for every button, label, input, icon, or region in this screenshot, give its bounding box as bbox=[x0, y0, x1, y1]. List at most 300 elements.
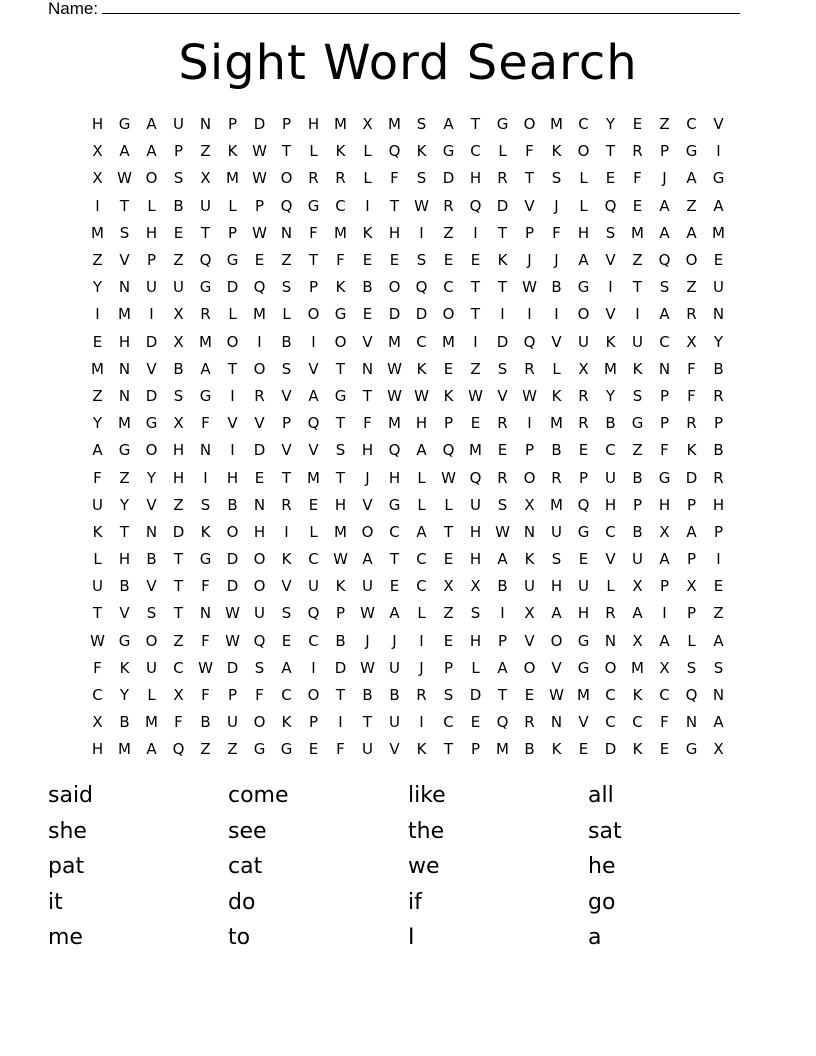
grid-cell[interactable]: K bbox=[281, 550, 292, 569]
grid-cell[interactable]: X bbox=[659, 658, 670, 677]
grid-cell[interactable]: L bbox=[228, 305, 237, 324]
grid-cell[interactable]: A bbox=[308, 386, 319, 405]
grid-cell[interactable]: F bbox=[687, 359, 696, 378]
grid-cell[interactable]: E bbox=[92, 332, 103, 351]
grid-cell[interactable]: F bbox=[93, 468, 102, 487]
grid-cell[interactable]: Z bbox=[119, 468, 130, 487]
grid-cell[interactable]: V bbox=[578, 713, 589, 732]
grid-cell[interactable]: S bbox=[416, 251, 427, 270]
grid-cell[interactable]: O bbox=[577, 305, 590, 324]
grid-cell[interactable]: V bbox=[146, 359, 157, 378]
grid-cell[interactable]: Z bbox=[173, 631, 184, 650]
grid-cell[interactable]: I bbox=[500, 305, 505, 324]
grid-cell[interactable]: O bbox=[523, 468, 536, 487]
grid-cell[interactable]: U bbox=[632, 332, 643, 351]
grid-cell[interactable]: V bbox=[119, 251, 130, 270]
grid-cell[interactable]: V bbox=[551, 332, 562, 351]
grid-cell[interactable]: R bbox=[578, 414, 589, 433]
grid-cell[interactable]: M bbox=[712, 223, 725, 242]
grid-cell[interactable]: O bbox=[523, 115, 536, 134]
grid-cell[interactable]: D bbox=[226, 658, 239, 677]
grid-cell[interactable]: R bbox=[524, 713, 535, 732]
grid-cell[interactable]: O bbox=[145, 169, 158, 188]
grid-cell[interactable]: U bbox=[227, 713, 238, 732]
grid-cell[interactable]: A bbox=[92, 441, 103, 460]
grid-cell[interactable]: I bbox=[338, 713, 343, 732]
grid-cell[interactable]: G bbox=[577, 522, 590, 541]
grid-cell[interactable]: C bbox=[605, 522, 616, 541]
grid-cell[interactable]: I bbox=[716, 142, 721, 161]
grid-cell[interactable]: U bbox=[578, 332, 589, 351]
grid-cell[interactable]: R bbox=[578, 386, 589, 405]
grid-cell[interactable]: B bbox=[119, 577, 130, 596]
grid-cell[interactable]: M bbox=[550, 414, 563, 433]
grid-cell[interactable]: B bbox=[281, 332, 292, 351]
grid-cell[interactable]: S bbox=[416, 115, 427, 134]
grid-cell[interactable]: Q bbox=[388, 142, 401, 161]
grid-cell[interactable]: Z bbox=[443, 223, 454, 242]
grid-cell[interactable]: C bbox=[470, 142, 481, 161]
grid-cell[interactable]: O bbox=[253, 550, 266, 569]
grid-cell[interactable]: O bbox=[226, 332, 239, 351]
grid-cell[interactable]: N bbox=[712, 305, 725, 324]
grid-cell[interactable]: U bbox=[470, 495, 481, 514]
grid-cell[interactable]: H bbox=[334, 495, 347, 514]
grid-cell[interactable]: B bbox=[632, 522, 643, 541]
grid-cell[interactable]: S bbox=[335, 441, 346, 460]
grid-cell[interactable]: B bbox=[146, 550, 157, 569]
grid-cell[interactable]: E bbox=[254, 468, 265, 487]
grid-cell[interactable]: Z bbox=[686, 196, 697, 215]
grid-cell[interactable]: H bbox=[577, 223, 590, 242]
grid-cell[interactable]: K bbox=[227, 142, 238, 161]
grid-cell[interactable]: Z bbox=[200, 142, 211, 161]
grid-cell[interactable]: H bbox=[415, 414, 428, 433]
grid-cell[interactable]: J bbox=[662, 169, 667, 188]
grid-cell[interactable]: V bbox=[524, 631, 535, 650]
grid-cell[interactable]: N bbox=[550, 713, 563, 732]
grid-cell[interactable]: W bbox=[468, 386, 483, 405]
grid-cell[interactable]: W bbox=[522, 386, 537, 405]
grid-cell[interactable]: A bbox=[281, 658, 292, 677]
grid-cell[interactable]: J bbox=[554, 251, 559, 270]
grid-cell[interactable]: H bbox=[91, 115, 104, 134]
grid-cell[interactable]: A bbox=[146, 740, 157, 759]
grid-cell[interactable]: U bbox=[173, 115, 184, 134]
grid-cell[interactable]: T bbox=[281, 468, 292, 487]
grid-cell[interactable]: D bbox=[226, 278, 239, 297]
grid-cell[interactable]: E bbox=[362, 305, 373, 324]
grid-cell[interactable]: S bbox=[281, 278, 292, 297]
grid-cell[interactable]: V bbox=[308, 359, 319, 378]
grid-cell[interactable]: L bbox=[471, 658, 480, 677]
grid-cell[interactable]: M bbox=[496, 740, 509, 759]
grid-cell[interactable]: J bbox=[365, 468, 370, 487]
grid-cell[interactable]: I bbox=[95, 305, 100, 324]
grid-cell[interactable]: K bbox=[632, 740, 643, 759]
grid-cell[interactable]: F bbox=[201, 686, 210, 705]
grid-cell[interactable]: U bbox=[605, 468, 616, 487]
grid-cell[interactable]: Q bbox=[523, 332, 536, 351]
grid-cell[interactable]: H bbox=[469, 169, 482, 188]
grid-cell[interactable]: U bbox=[173, 278, 184, 297]
grid-cell[interactable]: E bbox=[308, 740, 319, 759]
grid-cell[interactable]: J bbox=[527, 251, 532, 270]
grid-cell[interactable]: N bbox=[253, 495, 266, 514]
grid-cell[interactable]: T bbox=[470, 115, 481, 134]
grid-cell[interactable]: T bbox=[389, 196, 400, 215]
grid-cell[interactable]: U bbox=[632, 550, 643, 569]
grid-cell[interactable]: P bbox=[632, 495, 643, 514]
grid-cell[interactable]: E bbox=[389, 577, 400, 596]
grid-cell[interactable]: A bbox=[659, 550, 670, 569]
grid-cell[interactable]: Z bbox=[632, 441, 643, 460]
grid-cell[interactable]: E bbox=[173, 223, 184, 242]
grid-cell[interactable]: Z bbox=[443, 604, 454, 623]
grid-cell[interactable]: N bbox=[712, 686, 725, 705]
grid-cell[interactable]: H bbox=[658, 495, 671, 514]
grid-cell[interactable]: I bbox=[419, 223, 424, 242]
grid-cell[interactable]: L bbox=[579, 169, 588, 188]
grid-cell[interactable]: W bbox=[360, 658, 375, 677]
grid-cell[interactable]: B bbox=[551, 278, 562, 297]
grid-cell[interactable]: A bbox=[443, 115, 454, 134]
grid-cell[interactable]: L bbox=[309, 142, 318, 161]
grid-cell[interactable]: A bbox=[713, 631, 724, 650]
grid-cell[interactable]: H bbox=[226, 468, 239, 487]
grid-cell[interactable]: K bbox=[362, 223, 373, 242]
grid-cell[interactable]: P bbox=[335, 604, 346, 623]
grid-cell[interactable]: G bbox=[118, 441, 131, 460]
grid-cell[interactable]: V bbox=[362, 495, 373, 514]
grid-cell[interactable]: S bbox=[173, 169, 184, 188]
grid-cell[interactable]: E bbox=[470, 414, 481, 433]
grid-cell[interactable]: G bbox=[334, 305, 347, 324]
grid-cell[interactable]: R bbox=[497, 169, 508, 188]
grid-cell[interactable]: C bbox=[281, 686, 292, 705]
name-field[interactable] bbox=[48, 0, 740, 20]
grid-cell[interactable]: E bbox=[632, 196, 643, 215]
grid-cell[interactable]: G bbox=[658, 468, 671, 487]
grid-cell[interactable]: W bbox=[252, 169, 267, 188]
grid-cell[interactable]: G bbox=[307, 196, 320, 215]
grid-cell[interactable]: S bbox=[416, 169, 427, 188]
grid-cell[interactable]: J bbox=[419, 658, 424, 677]
grid-cell[interactable]: Q bbox=[253, 278, 266, 297]
grid-cell[interactable]: G bbox=[631, 414, 644, 433]
grid-cell[interactable]: P bbox=[524, 441, 535, 460]
grid-cell[interactable]: O bbox=[388, 278, 401, 297]
grid-cell[interactable]: U bbox=[362, 577, 373, 596]
grid-cell[interactable]: N bbox=[280, 223, 293, 242]
grid-cell[interactable]: S bbox=[686, 658, 697, 677]
grid-cell[interactable]: C bbox=[416, 577, 427, 596]
grid-cell[interactable]: Y bbox=[146, 468, 157, 487]
grid-cell[interactable]: V bbox=[605, 251, 616, 270]
grid-cell[interactable]: I bbox=[473, 223, 478, 242]
grid-cell[interactable]: E bbox=[632, 115, 643, 134]
grid-cell[interactable]: F bbox=[93, 658, 102, 677]
grid-cell[interactable]: X bbox=[524, 604, 535, 623]
grid-cell[interactable]: Z bbox=[173, 495, 184, 514]
grid-cell[interactable]: E bbox=[362, 251, 373, 270]
grid-cell[interactable]: W bbox=[225, 604, 240, 623]
grid-cell[interactable]: D bbox=[388, 305, 401, 324]
grid-cell[interactable]: L bbox=[363, 169, 372, 188]
grid-cell[interactable]: F bbox=[660, 441, 669, 460]
grid-cell[interactable]: G bbox=[388, 495, 401, 514]
grid-cell[interactable]: U bbox=[308, 577, 319, 596]
grid-cell[interactable]: P bbox=[686, 550, 697, 569]
grid-cell[interactable]: Q bbox=[685, 686, 698, 705]
grid-cell[interactable]: I bbox=[257, 332, 262, 351]
grid-cell[interactable]: O bbox=[577, 142, 590, 161]
grid-cell[interactable]: Z bbox=[686, 278, 697, 297]
grid-cell[interactable]: X bbox=[92, 169, 103, 188]
grid-cell[interactable]: O bbox=[307, 305, 320, 324]
grid-cell[interactable]: R bbox=[254, 386, 265, 405]
grid-cell[interactable]: E bbox=[443, 251, 454, 270]
grid-cell[interactable]: O bbox=[145, 631, 158, 650]
grid-cell[interactable]: Y bbox=[713, 332, 724, 351]
grid-cell[interactable]: W bbox=[414, 196, 429, 215]
grid-cell[interactable]: H bbox=[118, 332, 131, 351]
grid-cell[interactable]: A bbox=[362, 550, 373, 569]
grid-cell[interactable]: W bbox=[198, 658, 213, 677]
grid-cell[interactable]: T bbox=[443, 522, 454, 541]
grid-cell[interactable]: E bbox=[443, 631, 454, 650]
grid-cell[interactable]: M bbox=[550, 495, 563, 514]
grid-cell[interactable]: F bbox=[174, 713, 183, 732]
grid-cell[interactable]: L bbox=[498, 142, 507, 161]
grid-cell[interactable]: B bbox=[335, 631, 346, 650]
grid-cell[interactable]: H bbox=[388, 468, 401, 487]
grid-cell[interactable]: M bbox=[253, 305, 266, 324]
grid-cell[interactable]: R bbox=[497, 468, 508, 487]
grid-cell[interactable]: G bbox=[685, 142, 698, 161]
grid-cell[interactable]: I bbox=[662, 604, 667, 623]
grid-cell[interactable]: K bbox=[200, 522, 211, 541]
grid-cell[interactable]: P bbox=[281, 115, 292, 134]
grid-cell[interactable]: G bbox=[334, 386, 347, 405]
grid-cell[interactable]: U bbox=[389, 713, 400, 732]
grid-cell[interactable]: C bbox=[335, 196, 346, 215]
grid-cell[interactable]: N bbox=[523, 522, 536, 541]
grid-cell[interactable]: K bbox=[605, 332, 616, 351]
grid-cell[interactable]: X bbox=[173, 414, 184, 433]
grid-cell[interactable]: O bbox=[685, 251, 698, 270]
grid-cell[interactable]: O bbox=[334, 332, 347, 351]
grid-cell[interactable]: Q bbox=[496, 713, 509, 732]
grid-cell[interactable]: Z bbox=[632, 251, 643, 270]
grid-cell[interactable]: N bbox=[199, 441, 212, 460]
grid-cell[interactable]: T bbox=[335, 468, 346, 487]
grid-cell[interactable]: B bbox=[713, 441, 724, 460]
grid-cell[interactable]: U bbox=[524, 577, 535, 596]
grid-cell[interactable]: A bbox=[389, 604, 400, 623]
grid-cell[interactable]: Q bbox=[307, 604, 320, 623]
grid-cell[interactable]: M bbox=[388, 414, 401, 433]
grid-cell[interactable]: W bbox=[360, 604, 375, 623]
grid-cell[interactable]: M bbox=[334, 223, 347, 242]
grid-cell[interactable]: K bbox=[119, 658, 130, 677]
grid-cell[interactable]: Z bbox=[281, 251, 292, 270]
grid-cell[interactable]: C bbox=[632, 713, 643, 732]
grid-cell[interactable]: O bbox=[226, 522, 239, 541]
grid-cell[interactable]: Q bbox=[172, 740, 185, 759]
grid-cell[interactable]: H bbox=[469, 631, 482, 650]
grid-cell[interactable]: E bbox=[281, 631, 292, 650]
grid-cell[interactable]: E bbox=[497, 441, 508, 460]
grid-cell[interactable]: R bbox=[632, 142, 643, 161]
grid-cell[interactable]: I bbox=[284, 522, 289, 541]
grid-cell[interactable]: L bbox=[579, 196, 588, 215]
grid-cell[interactable]: R bbox=[686, 305, 697, 324]
grid-cell[interactable]: M bbox=[118, 740, 131, 759]
grid-cell[interactable]: O bbox=[307, 686, 320, 705]
grid-cell[interactable]: K bbox=[686, 441, 697, 460]
grid-cell[interactable]: D bbox=[496, 196, 509, 215]
grid-cell[interactable]: T bbox=[389, 550, 400, 569]
grid-cell[interactable]: A bbox=[578, 251, 589, 270]
grid-cell[interactable]: V bbox=[389, 740, 400, 759]
grid-cell[interactable]: X bbox=[713, 740, 724, 759]
grid-cell[interactable]: U bbox=[389, 658, 400, 677]
grid-cell[interactable]: N bbox=[604, 631, 617, 650]
grid-cell[interactable]: D bbox=[226, 577, 239, 596]
grid-cell[interactable]: S bbox=[551, 550, 562, 569]
grid-cell[interactable]: V bbox=[605, 305, 616, 324]
grid-cell[interactable]: A bbox=[686, 169, 697, 188]
grid-cell[interactable]: B bbox=[173, 196, 184, 215]
grid-cell[interactable]: X bbox=[659, 522, 670, 541]
grid-cell[interactable]: X bbox=[173, 332, 184, 351]
grid-cell[interactable]: T bbox=[119, 196, 130, 215]
grid-cell[interactable]: M bbox=[91, 223, 104, 242]
grid-cell[interactable]: S bbox=[470, 604, 481, 623]
grid-cell[interactable]: D bbox=[145, 332, 158, 351]
grid-cell[interactable]: X bbox=[200, 169, 211, 188]
grid-cell[interactable]: Z bbox=[227, 740, 238, 759]
grid-cell[interactable]: T bbox=[362, 713, 373, 732]
grid-cell[interactable]: N bbox=[199, 115, 212, 134]
grid-cell[interactable]: M bbox=[307, 468, 320, 487]
grid-cell[interactable]: Y bbox=[605, 115, 616, 134]
grid-cell[interactable]: C bbox=[659, 332, 670, 351]
grid-cell[interactable]: X bbox=[470, 577, 481, 596]
grid-cell[interactable]: S bbox=[632, 386, 643, 405]
grid-cell[interactable]: Q bbox=[307, 414, 320, 433]
grid-cell[interactable]: L bbox=[417, 495, 426, 514]
grid-cell[interactable]: L bbox=[444, 495, 453, 514]
grid-cell[interactable]: P bbox=[713, 522, 724, 541]
grid-cell[interactable]: N bbox=[685, 713, 698, 732]
grid-cell[interactable]: H bbox=[388, 223, 401, 242]
grid-cell[interactable]: M bbox=[550, 115, 563, 134]
grid-cell[interactable]: I bbox=[527, 305, 532, 324]
grid-cell[interactable]: C bbox=[308, 631, 319, 650]
grid-cell[interactable]: K bbox=[551, 386, 562, 405]
grid-cell[interactable]: S bbox=[146, 604, 157, 623]
grid-cell[interactable]: I bbox=[230, 441, 235, 460]
grid-cell[interactable]: B bbox=[200, 713, 211, 732]
grid-cell[interactable]: P bbox=[227, 115, 238, 134]
grid-cell[interactable]: V bbox=[281, 441, 292, 460]
grid-cell[interactable]: R bbox=[281, 495, 292, 514]
grid-cell[interactable]: C bbox=[173, 658, 184, 677]
grid-cell[interactable]: J bbox=[554, 196, 559, 215]
grid-cell[interactable]: L bbox=[687, 631, 696, 650]
grid-cell[interactable]: F bbox=[633, 169, 642, 188]
grid-cell[interactable]: P bbox=[146, 251, 157, 270]
grid-cell[interactable]: E bbox=[524, 686, 535, 705]
grid-cell[interactable]: U bbox=[146, 278, 157, 297]
grid-cell[interactable]: S bbox=[119, 223, 130, 242]
grid-cell[interactable]: P bbox=[659, 386, 670, 405]
grid-cell[interactable]: F bbox=[552, 223, 561, 242]
grid-cell[interactable]: A bbox=[119, 142, 130, 161]
grid-cell[interactable]: L bbox=[552, 359, 561, 378]
grid-cell[interactable]: Y bbox=[605, 386, 616, 405]
grid-cell[interactable]: P bbox=[308, 278, 319, 297]
grid-cell[interactable]: L bbox=[417, 604, 426, 623]
grid-cell[interactable]: R bbox=[497, 414, 508, 433]
grid-cell[interactable]: E bbox=[470, 251, 481, 270]
grid-cell[interactable]: C bbox=[605, 713, 616, 732]
grid-cell[interactable]: Z bbox=[92, 251, 103, 270]
grid-cell[interactable]: W bbox=[549, 686, 564, 705]
grid-cell[interactable]: T bbox=[335, 686, 346, 705]
grid-cell[interactable]: A bbox=[497, 550, 508, 569]
grid-cell[interactable]: A bbox=[416, 441, 427, 460]
grid-cell[interactable]: T bbox=[173, 577, 184, 596]
grid-cell[interactable]: W bbox=[414, 386, 429, 405]
grid-cell[interactable]: T bbox=[119, 522, 130, 541]
grid-cell[interactable]: L bbox=[363, 142, 372, 161]
grid-cell[interactable]: P bbox=[254, 196, 265, 215]
grid-cell[interactable]: W bbox=[495, 522, 510, 541]
grid-cell[interactable]: M bbox=[577, 686, 590, 705]
grid-cell[interactable]: J bbox=[365, 631, 370, 650]
grid-cell[interactable]: O bbox=[604, 658, 617, 677]
grid-cell[interactable]: A bbox=[659, 631, 670, 650]
grid-cell[interactable]: T bbox=[362, 386, 373, 405]
grid-cell[interactable]: K bbox=[416, 142, 427, 161]
grid-cell[interactable]: H bbox=[361, 441, 374, 460]
grid-cell[interactable]: M bbox=[631, 658, 644, 677]
grid-cell[interactable]: P bbox=[470, 740, 481, 759]
grid-cell[interactable]: A bbox=[551, 604, 562, 623]
grid-cell[interactable]: O bbox=[550, 631, 563, 650]
grid-cell[interactable]: Y bbox=[119, 495, 130, 514]
grid-cell[interactable]: R bbox=[686, 414, 697, 433]
grid-cell[interactable]: D bbox=[145, 386, 158, 405]
grid-cell[interactable]: I bbox=[95, 196, 100, 215]
grid-cell[interactable]: E bbox=[713, 251, 724, 270]
grid-cell[interactable]: O bbox=[253, 359, 266, 378]
grid-cell[interactable]: M bbox=[388, 332, 401, 351]
grid-cell[interactable]: V bbox=[713, 115, 724, 134]
grid-cell[interactable]: I bbox=[365, 196, 370, 215]
grid-cell[interactable]: I bbox=[419, 713, 424, 732]
grid-cell[interactable]: B bbox=[362, 686, 373, 705]
grid-cell[interactable]: S bbox=[713, 658, 724, 677]
grid-cell[interactable]: I bbox=[473, 332, 478, 351]
grid-cell[interactable]: A bbox=[632, 604, 643, 623]
grid-cell[interactable]: A bbox=[497, 658, 508, 677]
grid-cell[interactable]: Q bbox=[199, 251, 212, 270]
grid-cell[interactable]: S bbox=[254, 658, 265, 677]
